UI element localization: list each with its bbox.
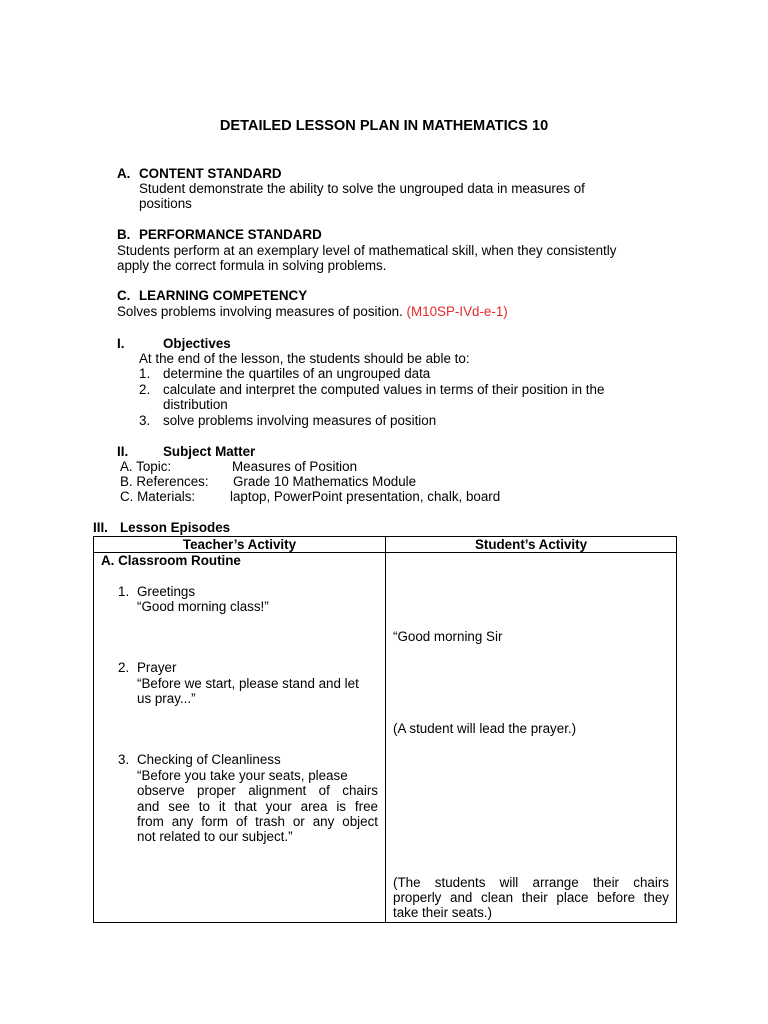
objective-item-3: solve problems involving measures of position <box>163 413 437 428</box>
competency-code: (M10SP-IVd-e-1) <box>406 304 508 319</box>
learning-competency-heading: LEARNING COMPETENCY <box>139 288 308 303</box>
subject-topic-value: Measures of Position <box>232 459 358 474</box>
objectives-intro: At the end of the lesson, the students should be able to: <box>139 351 470 366</box>
performance-standard-line-2: apply the correct formula in solving problems. <box>117 258 387 273</box>
greetings-reply: “Good morning Sir <box>393 629 503 644</box>
student-activity-header: Student’s Activity <box>386 537 677 553</box>
greetings-num: 1. <box>118 584 130 599</box>
objective-num-3: 3. <box>139 413 151 428</box>
performance-standard-line-1: Students perform at an exemplary level of mathematical skill, when they consistently <box>117 243 617 258</box>
greetings-title: Greetings <box>137 584 196 599</box>
performance-standard-letter: B. <box>117 227 131 242</box>
cleanliness-num: 3. <box>118 752 130 767</box>
content-standard-heading: CONTENT STANDARD <box>139 166 282 181</box>
prayer-reply: (A student will lead the prayer.) <box>393 721 577 736</box>
cleanliness-line-1: “Before you take your seats, please <box>137 768 348 783</box>
teacher-activity-cell <box>94 553 386 923</box>
learning-competency-letter: C. <box>117 288 131 303</box>
content-standard-line-1: Student demonstrate the ability to solve the ungrouped data in measures of <box>139 181 585 196</box>
subject-topic-label: A. Topic: <box>120 459 172 474</box>
objective-num-1: 1. <box>139 366 151 381</box>
teacher-activity-header: Teacher’s Activity <box>94 537 386 553</box>
subject-matter-heading: Subject Matter <box>163 444 256 459</box>
subject-references-value: Grade 10 Mathematics Module <box>233 474 417 489</box>
content-standard-line-2: positions <box>139 196 192 211</box>
objectives-heading: Objectives <box>163 336 231 351</box>
subject-matter-numeral: II. <box>117 444 129 459</box>
classroom-routine-heading: A. Classroom Routine <box>101 553 241 568</box>
learning-competency-statement: Solves problems involving measures of position. <box>117 304 407 319</box>
prayer-line-1: “Before we start, please stand and let <box>137 676 359 691</box>
cleanliness-reply-line-1: (The students will arrange their chairs <box>393 875 669 890</box>
objective-item-2-line-1: calculate and interpret the computed values in terms of their position in the <box>163 382 605 397</box>
objective-item-1: determine the quartiles of an ungrouped data <box>163 366 431 381</box>
prayer-title: Prayer <box>137 660 177 675</box>
prayer-line-2: us pray...” <box>137 691 196 706</box>
cleanliness-reply-line-2: properly and clean their place before they <box>393 890 669 905</box>
page-title: DETAILED LESSON PLAN IN MATHEMATICS 10 <box>219 118 549 134</box>
objective-item-2-line-2: distribution <box>163 397 228 412</box>
cleanliness-reply-line-3: take their seats.) <box>393 905 492 920</box>
objective-num-2: 2. <box>139 382 151 397</box>
lesson-episodes-heading: Lesson Episodes <box>120 520 231 535</box>
content-standard-letter: A. <box>117 166 131 181</box>
performance-standard-heading: PERFORMANCE STANDARD <box>139 227 322 242</box>
subject-materials-label: C. Materials: <box>120 489 196 504</box>
subject-references-label: B. References: <box>120 474 209 489</box>
student-activity-cell <box>386 553 677 923</box>
cleanliness-line-3: and see to it that your area is free <box>137 799 378 814</box>
prayer-num: 2. <box>118 660 130 675</box>
subject-materials-value: laptop, PowerPoint presentation, chalk, board <box>230 489 501 504</box>
learning-competency-text <box>117 304 508 320</box>
cleanliness-line-4: from any form of trash or any object <box>137 814 378 829</box>
lesson-episodes-numeral: III. <box>93 520 108 535</box>
cleanliness-line-2: observe proper alignment of chairs <box>137 783 378 798</box>
lesson-episodes-table <box>93 536 677 923</box>
objectives-numeral: I. <box>117 336 125 351</box>
greetings-line: “Good morning class!” <box>137 599 269 614</box>
cleanliness-title: Checking of Cleanliness <box>137 752 281 767</box>
cleanliness-line-5: not related to our subject.” <box>137 829 293 844</box>
